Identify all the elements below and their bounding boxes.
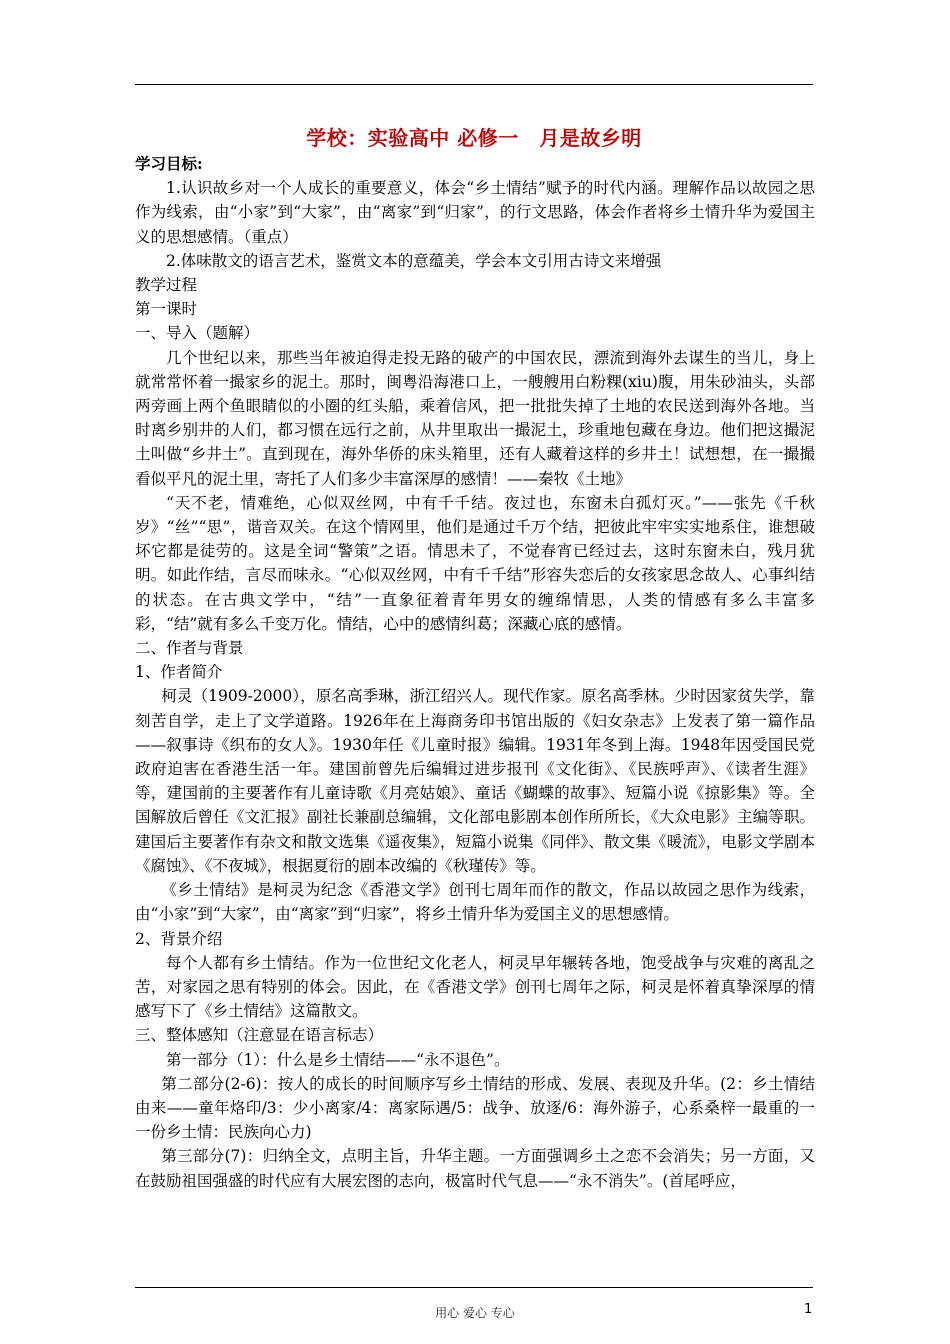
page-title: 学校：实验高中 必修一 月是故乡明 — [306, 126, 642, 150]
paragraph: 柯灵（1909-2000），原名高季琳，浙江绍兴人。现代作家。原名高季林。少时因家贫失学，靠刻苦自学，走上了文学道路。1926年在上海商务印书馆出版的《妇女杂志》上发表了第一篇作品——叙事诗《织布的女人》。1930年任《儿童时报》编辑。1931年冬到上海。1948年因受国民党政府迫害在香港生活一年。建国前曾先后编辑过进步报刊《文化街》、《民族呼声》、《读者生涯》等，建国前的主要著作有儿童诗歌《月亮姑娘》、童话《蝴蝶的故事》、短篇小说《掠影集》等。全国解放后曾任《文汇报》副社长兼副总编辑，文化部电影剧本创作所所长，《大众电影》主编等职。建国后主要著作有杂文和散文选集《遥夜集》，短篇小说集《同伴》、散文集《暖流》，电影文学剧本《腐蚀》、《不夜城》，根据夏衍的剧本改编的《秋瑾传》等。 — [135, 687, 815, 875]
paragraph: 每个人都有乡土情结。作为一位世纪文化老人，柯灵早年辗转各地，饱受战争与灾难的离乱之苦，对家园之思有特别的体会。因此，在《香港文学》创刊七周年之际，柯灵是怀着真挚深厚的情感写下了《乡土情结》这篇散文。 — [135, 953, 815, 1021]
paragraph: 2.体味散文的语言艺术，鉴赏文本的意蕴美，学会本文引用古诗文来增强 — [166, 251, 662, 270]
paragraph: 1、作者简介 — [135, 663, 223, 682]
paragraph: 第一课时 — [135, 300, 198, 319]
paragraph: 二、作者与背景 — [135, 639, 244, 658]
paragraph: 第二部分(2-6)：按人的成长的时间顺序写乡土情结的形成、发展、表现及升华。(2：乡土情结由来——童年烙印/3：少小离家/4：离家际遇/5：战争、放逐/6：海外游子，心系桑梓一最重的一一份乡土情：民族向心力) — [135, 1074, 815, 1142]
paragraph: 一、导入（题解） — [135, 324, 260, 343]
paragraph: 学习目标: — [135, 154, 203, 173]
paragraph: “天不老，情难绝，心似双丝网，中有千千结。夜过也，东窗未白孤灯灭。”——张先《千秋岁》“丝”“思”，谐音双关。在这个情网里，他们是通过千万个结，把彼此牢牢实实地系住，谁想破坏它都是徒劳的。这是全词“警策”之语。情思未了，不觉春宵已经过去，这时东窗未白，残月犹明。如此作结，言尽而味永。“心似双丝网，中有千千结”形容失恋后的女孩家思念故人、心事纠结的状态。在古典文学中，“结”一直象征着青年男女的缠绵情思，人类的情感有多么丰富多彩，“结”就有多么千变万化。情结，心中的感情纠葛；深藏心底的感情。 — [135, 493, 815, 633]
paragraph: 几个世纪以来，那些当年被迫得走投无路的破产的中国农民，漂流到海外去谋生的当儿，身上就常常怀着一撮家乡的泥土。那时，闽粤沿海港口上，一艘艘用白粉粿(xiu)腹，用朱砂油头，头部两旁画上两个鱼眼睛似的小圈的红头船，乘着信风，把一批批失掉了土地的农民送到海外各地。当时离乡别井的人们，都习惯在远行之前，从井里取出一撮泥土，珍重地包藏在身边。他们把这撮泥土叫做“乡井土”。直到现在，海外华侨的床头箱里，还有人藏着这样的乡井土！试想想，在一撮撮看似平凡的泥土里，寄托了人们多少丰富深厚的感情！——秦牧《土地》 — [135, 348, 815, 488]
paragraph: 1.认识故乡对一个人成长的重要意义，体会“乡土情结”赋予的时代内涵。理解作品以故园之思作为线索，由“小家”到“大家”，由“离家”到“归家”，的行文思路，体会作者将乡土情升华为爱国主义的思想感情。（重点） — [135, 179, 815, 246]
paragraph: 《乡土情结》是柯灵为纪念《香港文学》创刊七周年而作的散文，作品以故园之思作为线索，由“小家”到“大家”，由“离家”到“归家”，将乡土情升华为爱国主义的思想感情。 — [135, 881, 815, 924]
paragraph: 2、背景介绍 — [135, 929, 223, 948]
paragraph: 三、整体感知（注意显在语言标志） — [135, 1026, 384, 1045]
footer-rule — [135, 1287, 813, 1288]
footer-text: 用心 爱心 专心 — [435, 1306, 515, 1320]
paragraph: 第一部分（1）：什么是乡土情结——“永不退色”。 — [166, 1050, 510, 1069]
paragraph: 第三部分(7)：归纳全文，点明主旨，升华主题。一方面强调乡土之恋不会消失；另一方面，又在鼓励祖国强盛的时代应有大展宏图的志向，极富时代气息——“永不消失”。(首尾呼应， — [135, 1147, 815, 1190]
document-body — [135, 152, 815, 1193]
paragraph: 教学过程 — [135, 276, 198, 295]
page-number: 1 — [804, 1302, 813, 1317]
header-rule — [135, 84, 813, 85]
